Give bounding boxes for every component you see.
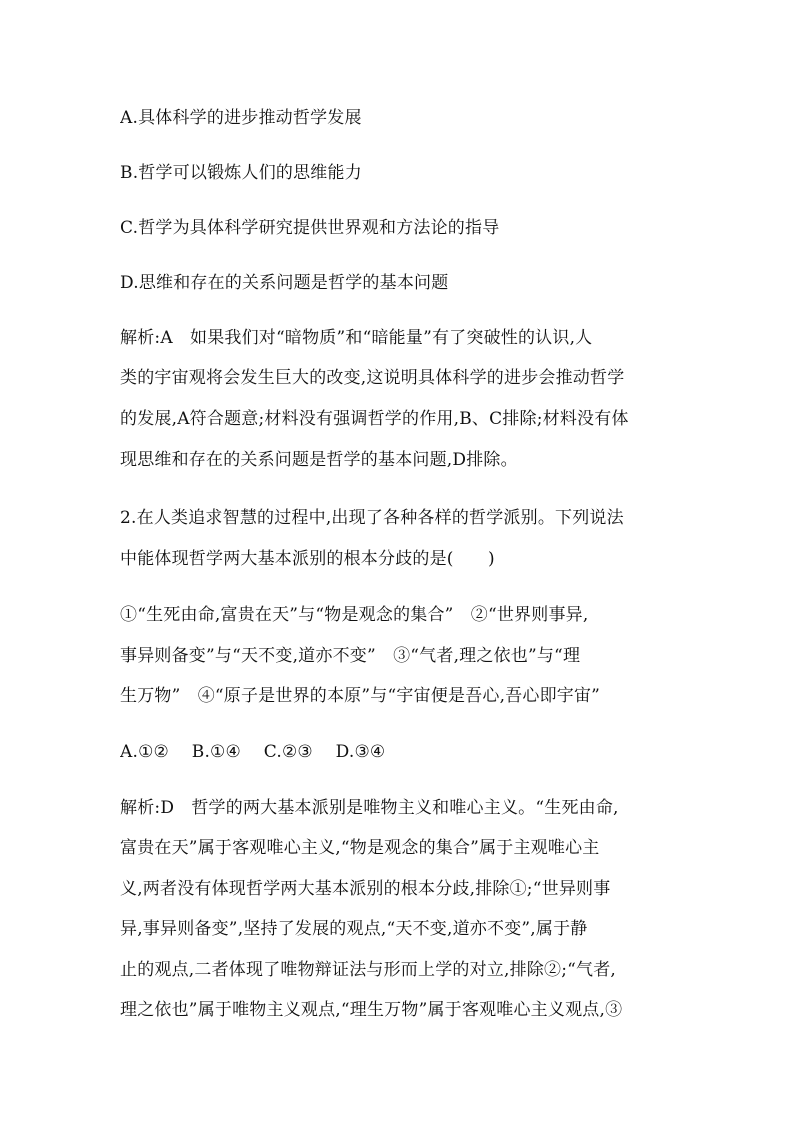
q2-stem-line: 中能体现哲学两大基本派别的根本分歧的是( ) — [120, 549, 495, 569]
q1-analysis-line: 的发展,A符合题意;材料没有强调哲学的作用,B、C排除;材料没有体 — [120, 409, 629, 429]
q2-analysis-line: 止的观点,二者体现了唯物辩证法与形而上学的对立,排除②;“气者, — [120, 960, 617, 980]
q2-statement-line: ①“生死由命,富贵在天”与“物是观念的集合” ②“世界则事异, — [120, 605, 589, 625]
q1-analysis-line: 类的宇宙观将会发生巨大的改变,这说明具体科学的进步会推动哲学 — [120, 368, 625, 388]
q2-statement-line: 事异则备变”与“天不变,道亦不变” ③“气者,理之依也”与“理 — [120, 646, 581, 666]
q1-analysis-line: 解析:A 如果我们对“暗物质”和“暗能量”有了突破性的认识,人 — [120, 328, 593, 348]
q1-option-b: B.哲学可以锻炼人们的思维能力 — [120, 163, 362, 183]
q2-analysis-line: 异,事异则备变”,坚持了发展的观点,“天不变,道亦不变”,属于静 — [120, 919, 588, 939]
q2-analysis-line: 富贵在天”属于客观唯心主义,“物是观念的集合”属于主观唯心主 — [120, 838, 600, 858]
q1-option-a: A.具体科学的进步推动哲学发展 — [120, 108, 362, 128]
q2-analysis-line: 义,两者没有体现哲学两大基本派别的根本分歧,排除①;“世异则事 — [120, 879, 611, 899]
q2-statement-line: 生万物” ④“原子是世界的本原”与“宇宙便是吾心,吾心即宇宙” — [120, 686, 601, 706]
q2-analysis-line: 理之依也”属于唯物主义观点,“理生万物”属于客观唯心主义观点,③ — [120, 1000, 623, 1020]
q1-option-c: C.哲学为具体科学研究提供世界观和方法论的指导 — [120, 218, 500, 238]
q2-options: A.①② B.①④ C.②③ D.③④ — [120, 742, 386, 762]
q2-stem-line: 2.在人类追求智慧的过程中,出现了各种各样的哲学派别。下列说法 — [120, 508, 624, 528]
q2-analysis-line: 解析:D 哲学的两大基本派别是唯物主义和唯心主义。“生死由命, — [120, 798, 619, 818]
q1-option-d: D.思维和存在的关系问题是哲学的基本问题 — [120, 273, 449, 293]
q1-analysis-line: 现思维和存在的关系问题是哲学的基本问题,D排除。 — [120, 450, 518, 470]
